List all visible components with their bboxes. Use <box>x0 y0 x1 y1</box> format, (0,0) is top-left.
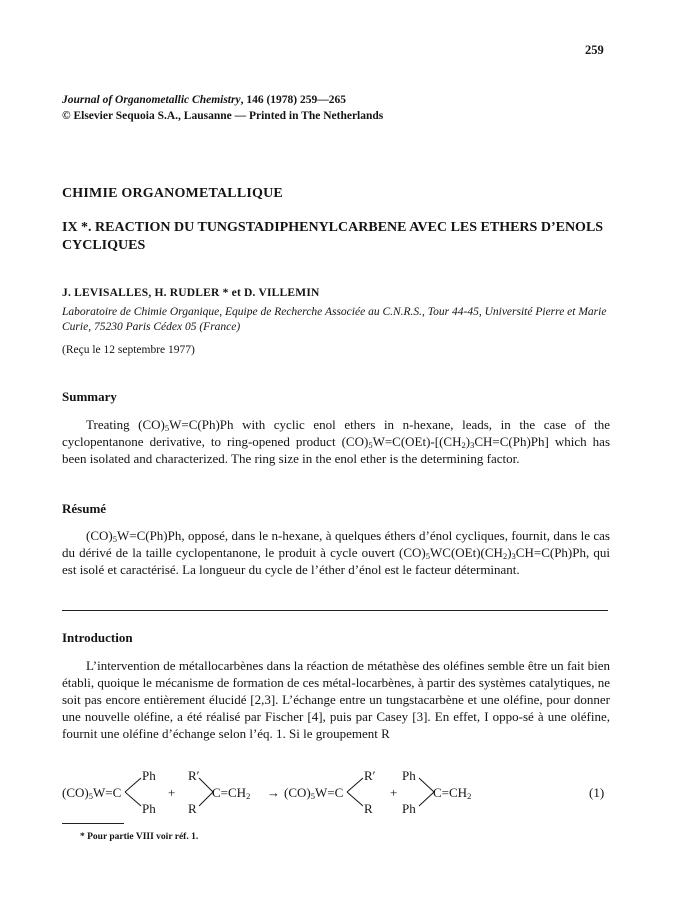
subscript: 2 <box>246 791 251 801</box>
resume-text: ) <box>507 545 512 560</box>
summary-text: CH=C(Ph)Ph] which has been isolated and characterized. The ring size in the enol ether is the determining factor. <box>62 434 610 466</box>
subscript: 3 <box>511 551 516 561</box>
summary-text: W=C(OEt)-[(CH <box>372 434 462 449</box>
eq-reactant-carbene <box>62 785 121 801</box>
introduction-paragraph: L’intervention de métallocarbènes dans la réaction de métathèse des oléfines semble être un fait bien établi, quoique le mécanisme de formation de ces métal-locarbènes, à partir des systèmes catalytiques, ne soit pas encore entièrement élucidé [2,3]. L’échange entre un tungstacarbène et une oléfine, pour donner une nouvelle oléfine, a été réalisé par Fischer [4], puis par Casey [3]. En effet, I oppo-sé à une oléfine, fournit une oléfine d’échange selon l’éq. 1. Si le groupement R <box>62 658 610 741</box>
footnote-rule <box>62 823 124 824</box>
authors-line: J. LEVISALLES, H. RUDLER * et D. VILLEMIN <box>62 287 320 299</box>
eq-olefin <box>212 785 250 801</box>
subscript: 5 <box>425 551 431 561</box>
summary-text: Treating (CO) <box>86 417 165 432</box>
footnote: * Pour partie VIII voir réf. 1. <box>80 832 199 842</box>
summary-heading: Summary <box>62 389 117 404</box>
resume-text: CH=C(Ph)Ph, qui est isolé et caractérisé. La longueur du cycle de l’éther d’énol est le facteur déterminant. <box>62 545 610 577</box>
subscript: 2 <box>461 440 466 450</box>
section-divider <box>62 610 608 611</box>
eq-r-prime: R′ <box>188 768 200 783</box>
eq-product-olefin <box>433 785 471 801</box>
eq-product-carbene <box>284 785 343 801</box>
journal-name: Journal of Organometallic Chemistry <box>62 94 241 106</box>
eq-text: (CO) <box>62 785 89 800</box>
eq-r: R <box>364 801 373 816</box>
eq-plus: + <box>390 785 398 800</box>
journal-citation <box>62 92 383 124</box>
resume-heading: Résumé <box>62 501 107 516</box>
eq-text: C=CH <box>212 785 247 800</box>
introduction-heading: Introduction <box>62 630 133 645</box>
summary-text: ) <box>465 434 471 449</box>
subscript: 5 <box>368 440 373 450</box>
summary-paragraph <box>62 416 610 467</box>
subscript: 2 <box>467 791 472 801</box>
resume-paragraph <box>62 527 610 578</box>
subscript: 3 <box>470 440 475 450</box>
resume-text: (CO) <box>86 528 113 543</box>
eq-phenyl-bottom: Ph <box>402 801 416 816</box>
article-title: IX *. REACTION DU TUNGSTADIPHENYLCARBENE AVEC LES ETHERS D’ENOLS CYCLIQUES <box>62 220 604 253</box>
journal-reference: , 146 (1978) 259—265 <box>240 94 347 106</box>
eq-text: W=C <box>92 785 122 800</box>
affiliation: Laboratoire de Chimie Organique, Equipe de Recherche Associée au C.N.R.S., Tour 44-45, Université Pierre et Marie Curie, 75230 Paris Cédex 05 (France) <box>62 306 607 333</box>
subscript: 5 <box>88 791 93 801</box>
received-date: (Reçu le 12 septembre 1977) <box>62 344 195 356</box>
subscript: 5 <box>112 534 117 544</box>
subscript: 5 <box>310 791 315 801</box>
eq-text: C=CH <box>433 785 468 800</box>
eq-r-prime: R′ <box>364 768 376 783</box>
eq-arrow: → <box>267 785 280 800</box>
publisher-line: © Elsevier Sequoia S.A., Lausanne — Printed in The Netherlands <box>62 110 384 122</box>
subscript: 2 <box>502 551 508 561</box>
equation-number: (1) <box>589 785 605 800</box>
eq-phenyl-top: Ph <box>402 768 416 783</box>
eq-text: (CO) <box>284 785 311 800</box>
eq-text: W=C <box>314 785 344 800</box>
page-number: 259 <box>585 43 604 57</box>
equation-1 <box>62 768 618 816</box>
eq-phenyl-bottom: Ph <box>142 801 156 816</box>
resume-text: W=C(Ph)Ph, opposé, dans le n-hexane, à quelques éthers d’énol cycliques, fournit, dans le cas du dérivé de la taille cyclopentanone, le produit à cycle ouvert (CO) <box>62 528 610 560</box>
eq-r: R <box>188 801 197 816</box>
eq-plus: + <box>168 785 176 800</box>
series-title: CHIMIE ORGANOMETALLIQUE <box>62 186 283 201</box>
summary-text: W=C(Ph)Ph with cyclic enol ethers in n-hexane, leads, in the case of the cyclopentanone derivative, to ring-opened product (CO) <box>62 417 610 449</box>
resume-text: WC(OEt)(CH <box>430 545 503 560</box>
eq-phenyl-top: Ph <box>142 768 156 783</box>
subscript: 5 <box>164 423 170 433</box>
